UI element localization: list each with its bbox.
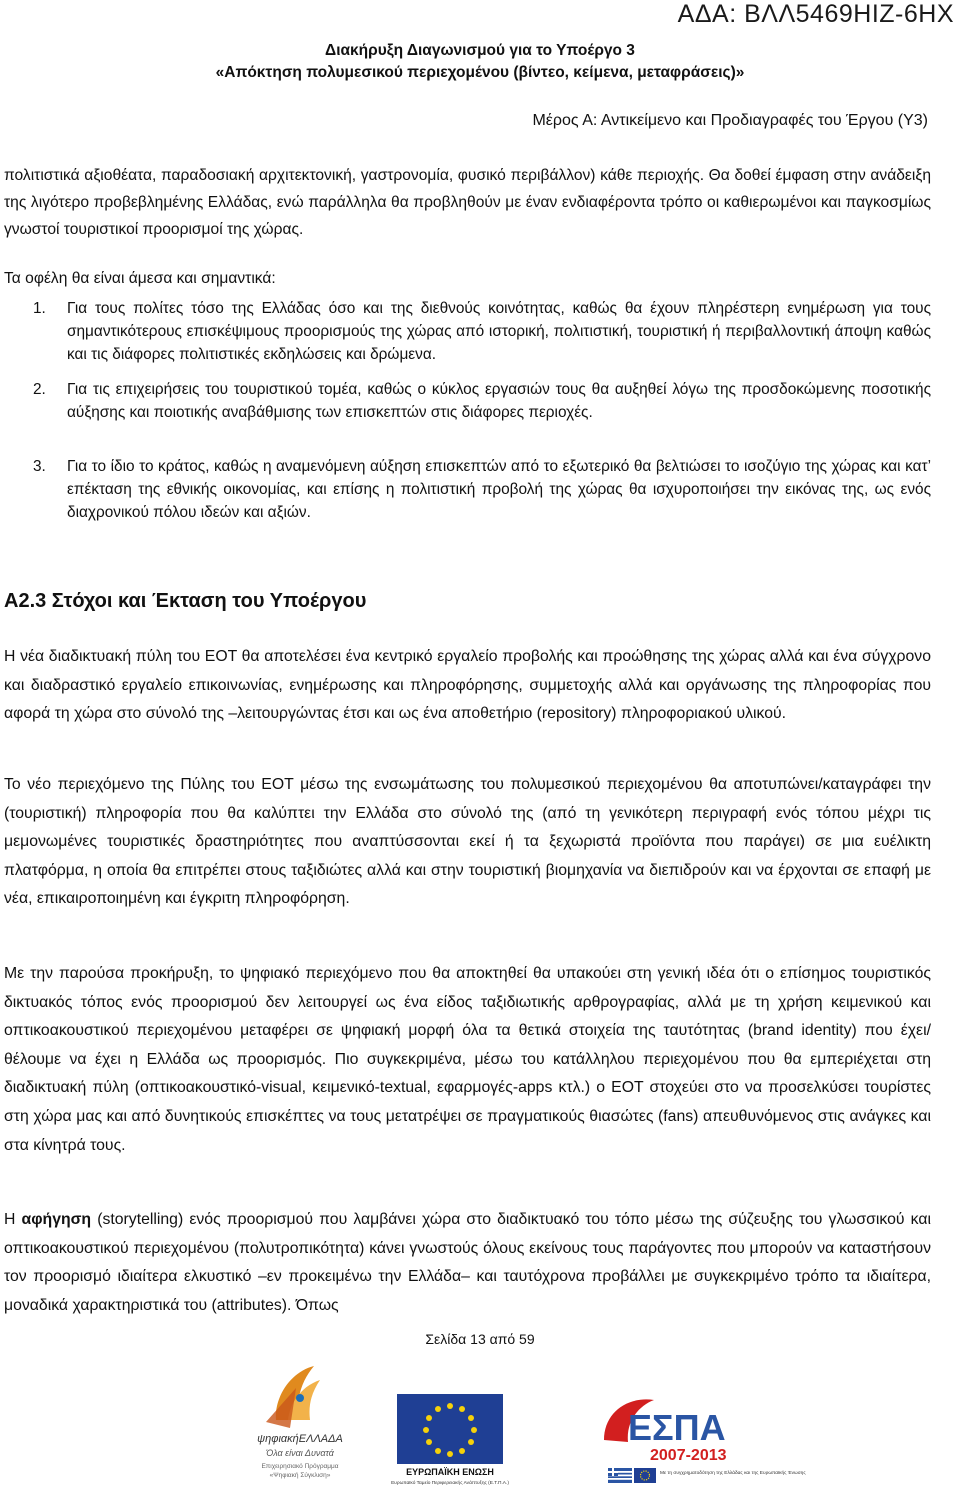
paragraph-1: Η νέα διαδικτυακή πύλη του ΕΟΤ θα αποτελέσει ένα κεντρικό εργαλείο προβολής και προώθησης της χώρας αλλά και ένα σύγχρονο και διαδραστικό εργαλείο επικοινωνίας, ενημέρωσης και πληροφόρησης, συμμετοχής αλλά και οργάνωσης της πληροφορίας που αφορά τη χώρα στο σύνολό της –λειτουργώντας έτσι και ως ένα αποθετήριο (repository) πληροφοριακού υλικού. <box>4 648 931 723</box>
paragraph-3: Με την παρούσα προκήρυξη, το ψηφιακό περιεχόμενο που θα αποκτηθεί θα υπακούει στη γενική ιδέα ότι ο επίσημος τουριστικός δικτυακός τόπος ενός προορισμού δεν λειτουργεί ως ένα είδος ταξιδιωτικής αρθρογραφίας, αλλά με τη χρήση κειμενικού και οπτικοακουστικού περιεχομένου μεταφέρει σε ψηφιακή μορφή όλα τα θετικά στοιχεία της ταυτότητας (brand identity) που έχει/θέλουμε να έχει η Ελλάδα ως προορισμός. Πιο συγκεκριμένα, μέσω του κατάλληλου περιεχομένου που θα εμπεριέχεται στη διαδικτυακή πύλη (οπτικοακουστικό-visual, κειμενικό-textual, εφαρμογές-apps κτλ.) ο ΕΟΤ στοχεύει στο να προσελκύσει τουρίστες στη χώρα μας και από δυνητικούς επισκέπτες να τους μετατρέψει σε πραγματικούς θιασώτες (fans) απευθυνόμενος στις ανάγκες και στα κίνητρά τους. <box>4 965 931 1154</box>
digital-greece-logo <box>230 1358 370 1486</box>
page-number: Σελίδα 13 από 59 <box>425 1331 535 1347</box>
digital-text1: ψηφιακήΕΛΛΑΔΑ <box>257 1433 343 1445</box>
paragraph-4 <box>4 1206 931 1320</box>
intro-paragraph: πολιτιστικά αξιοθέατα, παραδοσιακή αρχιτεκτονική, γαστρονομία, φυσικό περιβάλλον) κάθε περιοχής. Θα δοθεί έμφαση στην ανάδειξη της λιγότερο προβεβλημένης Ελλάδας, ενώ παράλληλα θα προβληθούν με έναν ενδιαφέροντα τρόπο οι καθιερωμένοι και παγκοσμίως γνωστοί τουριστικοί προορισμοί της χώρας. <box>4 167 931 238</box>
paragraph-4-pre: Η <box>4 1211 22 1228</box>
part-label: Μέρος Α: Αντικείμενο και Προδιαγραφές του Έργου (Υ3) <box>532 112 928 129</box>
section-heading: Α2.3 Στόχοι και Έκταση του Υποέργου <box>4 590 367 612</box>
list-text: Για το ίδιο το κράτος, καθώς η αναμενόμενη αύξηση επισκεπτών από το εξωτερικό θα βελτιώσει το ισοζύγιο της χώρας και κατ’ επέκταση της εθνικής οικονομίας, και επίσης η πολιτιστική προβολή της χώρας θα ισχυροποιήσει την εικόνας της, ως ενός διαχρονικού πόλου ιδεών και αξιών. <box>67 458 931 521</box>
espa-text3: Με τη συγχρηματοδότηση της Ελλάδας και της Ευρωπαϊκής Ένωσης <box>660 1471 806 1476</box>
eu-text1: ΕΥΡΩΠΑΪΚΗ ΕΝΩΣΗ <box>406 1467 494 1477</box>
ada-code: ΑΔΑ: ΒΛΛ5469ΗΙΖ-6ΗΧ <box>677 0 954 28</box>
document-title-line1: Διακήρυξη Διαγωνισμού για το Υποέργο 3 <box>325 42 635 59</box>
list-number: 1. <box>33 300 46 317</box>
espa-logo <box>598 1392 806 1486</box>
eu-text2: Ευρωπαϊκό Ταμείο Περιφερειακής Ανάπτυξης (Ε.Τ.Π.Α.) <box>391 1481 509 1486</box>
digital-text4: «Ψηφιακή Σύγκλιση» <box>269 1472 331 1479</box>
espa-text1: ΕΣΠΑ <box>628 1407 726 1448</box>
greek-flag-icon <box>608 1468 632 1483</box>
list-text: Για τους πολίτες τόσο της Ελλάδας όσο και της διεθνούς κοινότητας, καθώς θα έχουν πληρέστερη ενημέρωση για τους σημαντικότερους επισκέψιμους προορισμούς της χώρας από ιστορική, πολιτιστική, τουριστική ή περιβαλλοντική άποψη καθώς και τις διάφορες πολιτιστικές εκδηλώσεις και δρώμενα. <box>67 300 931 363</box>
list-item <box>33 455 931 524</box>
digital-text2: Όλα είναι Δυνατά <box>266 1448 334 1458</box>
digital-text3: Επιχειρησιακό Πρόγραμμα <box>261 1463 339 1470</box>
list-item <box>33 378 931 424</box>
paragraph-4-post: (storytelling) ενός προορισμού που λαμβάνει χώρα στο διαδικτυακό του τόπο μέσω της σύζευξης του γλωσσικού και οπτικοακουστικού περιεχομένου (πολυτροπικότητα) κάνει γνωστούς όλους εκείνους τους παράγοντες που μπορούν να καταστήσουν τον προορισμό ιδιαίτερα ελκυστικό –εν προκειμένω την Ελλάδα– και ταυτόχρονα προβάλλει με συγκεκριμένο τρόπο τα ιδιαίτερα, μοναδικά χαρακτηριστικά του (attributes). Όπως <box>4 1211 931 1314</box>
paragraph-4-bold: αφήγηση <box>21 1211 92 1228</box>
list-text: Για τις επιχειρήσεις του τουριστικού τομέα, καθώς ο κύκλος εργασιών τους θα αυξηθεί λόγω της προσδοκώμενης ποσοτικής αύξησης και ποιοτικής αναβάθμισης των επισκεπτών στις διάφορες περιοχές. <box>67 381 931 421</box>
paragraph-2: Το νέο περιεχόμενο της Πύλης του ΕΟΤ μέσω της ενσωμάτωσης του πολυμεσικού περιεχομένου θα αποτυπώνει/καταγράφει την (τουριστική) πληροφορία που θα καλύπτει την Ελλάδα στο σύνολό της (από τη γενικότερη περιγραφή ενός τόπου μέχρι τις μεμονωμένες τουριστικές δραστηριότητες που αναπτύσσονται εκεί ή τα ξεχωριστά προϊόντα που παράγει) σε μια ευέλικτη πλατφόρμα, η οποία θα επιτρέπει στους ταξιδιώτες αλλά και στην τουριστική βιομηχανία να διεπιδρούν και να έρχονται σε επαφή με νέα, επικαιροποιημένη και έγκριτη πληροφόρηση. <box>4 776 931 908</box>
digital-greece-emblem <box>266 1366 320 1428</box>
document-title-line2: «Απόκτηση πολυμεσικού περιεχομένου (βίντεο, κείμενα, μεταφράσεις)» <box>215 64 745 81</box>
list-number: 3. <box>33 458 46 475</box>
eu-logo <box>385 1392 525 1486</box>
benefits-title: Τα οφέλη θα είναι άμεσα και σημαντικά: <box>4 270 276 287</box>
list-item <box>33 297 931 366</box>
espa-text2: 2007-2013 <box>650 1447 727 1464</box>
list-number: 2. <box>33 381 46 398</box>
eu-flag-icon <box>634 1468 656 1483</box>
